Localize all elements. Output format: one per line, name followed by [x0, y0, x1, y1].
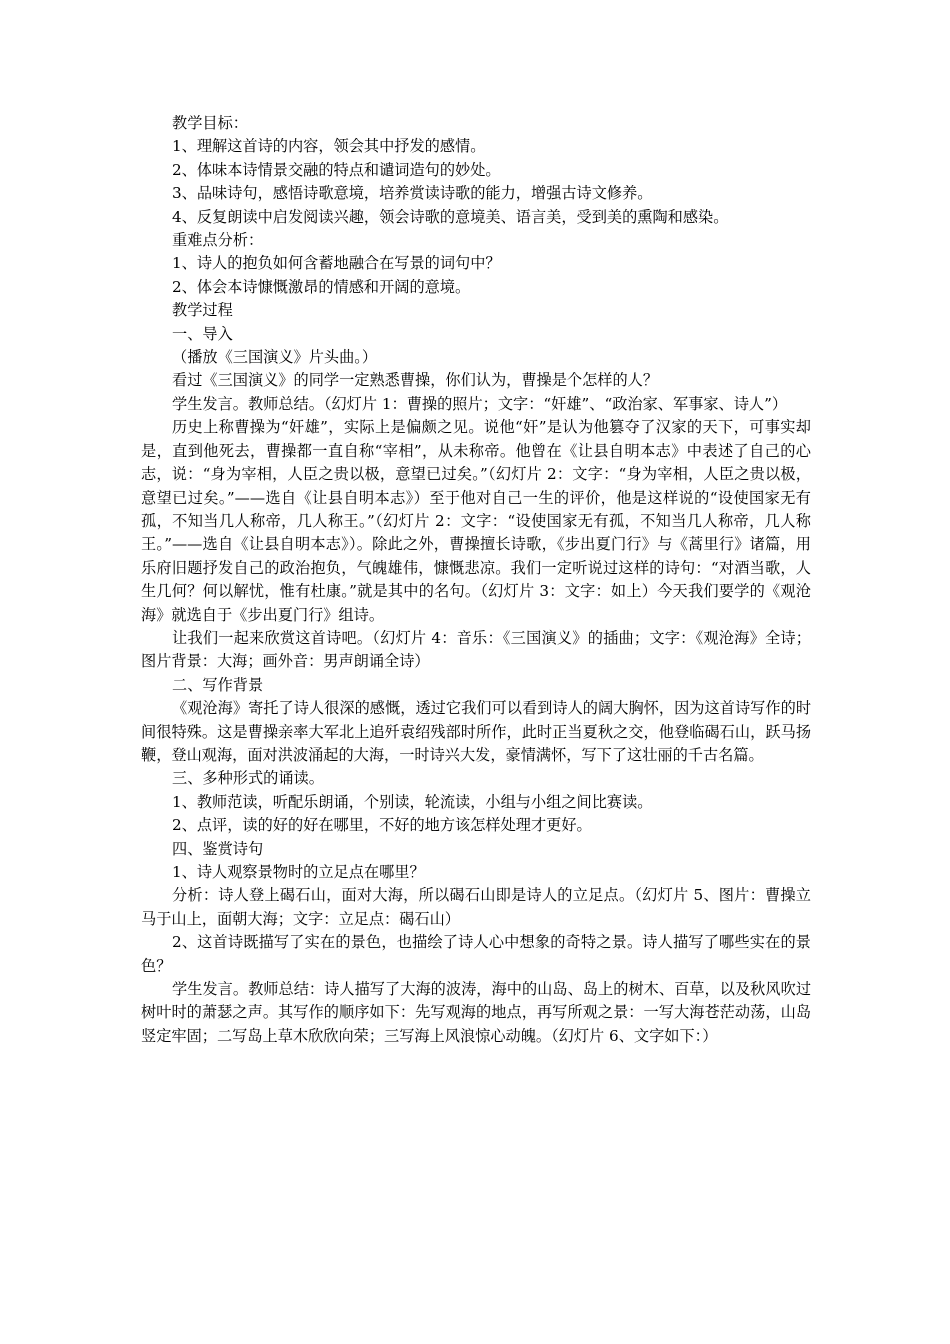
goal-item-2: 2、体味本诗情景交融的特点和谴词造句的妙处。 [172, 160, 501, 179]
reading-item-2: 2、点评，读的好的好在哪里，不好的地方该怎样处理才更好。 [172, 816, 592, 835]
goal-item-3: 3、品味诗句，感悟诗歌意境，培养赏读诗歌的能力，增强古诗文修养。 [172, 184, 653, 203]
paragraph-teacher-summary: 学生发言。教师总结：诗人描写了大海的波涛，海中的山岛、岛上的树木、百草，以及秋风吹过树叶时的萧瑟之声。其写作的顺序如下：先写观海的地点，再写所观之景：一写大海苍茫动荡，山岛竖定牢固；二写岛上草木欣欣向荣；三写海上风浪惊心动魄。（幻灯片 6、文字如下：） [141, 980, 811, 1045]
document-page [141, 112, 811, 1048]
goal-item-4: 4、反复朗读中启发阅读兴趣，领会诗歌的意境美、语言美，受到美的熏陶和感染。 [172, 207, 729, 226]
section-appreciation-heading: 四、鉴赏诗句 [172, 839, 264, 858]
section-background-heading: 二、写作背景 [172, 675, 264, 694]
heading-key-points: 重难点分析： [172, 231, 264, 250]
paragraph-cao-cao-history: 历史上称曹操为“奸雄”，实际上是偏颇之见。说他“奸”是认为他篡夺了汉家的天下，可事实却是，直到他死去，曹操都一直自称“宰相”，从未称帝。他曾在《让县自明本志》中表述了自己的心志，说：“身为宰相，人臣之贵以极，意望已过矣。”（幻灯片 2：文字：“身为宰相，人臣之贵以极，意望已过矣。”——选自《让县自明本志》）至于他对自己一生的评价，他是这样说的“设使国家无有孤，不知当几人称帝，几人称王。”（幻灯片 2：文字：“设使国家无有孤，不知当几人称帝，几人称王。”——选自《让县自明本志》）。除此之外，曹操擅长诗歌，《步出夏门行》与《蒿里行》诸篇，用乐府旧题抒发自己的政治抱负，气魄雄伟，慷慨悲凉。我们一定听说过这样的诗句：“对酒当歌，人生几何？何以解忧，惟有杜康。”就是其中的名句。（幻灯片 3：文字：如上）今天我们要学的《观沧海》就选自于《步出夏门行》组诗。 [141, 418, 811, 624]
paragraph-analysis: 分析：诗人登上碣石山，面对大海，所以碣石山即是诗人的立足点。（幻灯片 5、图片：曹操立马于山上，面朝大海；文字：立足点：碣石山） [141, 886, 811, 928]
key-point-2: 2、体会本诗慷慨激昂的情感和开阔的意境。 [172, 277, 471, 296]
paragraph-appreciate-poem: 让我们一起来欣赏这首诗吧。（幻灯片 4：音乐：《三国演义》的插曲；文字：《观沧海》全诗；图片背景：大海；画外音：男声朗诵全诗） [141, 628, 811, 671]
paragraph-student-response: 学生发言。教师总结。（幻灯片 1：曹操的照片；文字：“奸雄”、“政治家、军事家、诗人”） [172, 394, 788, 413]
section-reading-heading: 三、多种形式的诵读。 [172, 769, 324, 788]
goal-item-1: 1、理解这首诗的内容，领会其中抒发的感情。 [172, 137, 486, 156]
intro-question: 看过《三国演义》的同学一定熟悉曹操，你们认为，曹操是个怎样的人？ [172, 371, 658, 390]
reading-item-1: 1、教师范读，听配乐朗诵，个别读，轮流读，小组与小组之间比赛读。 [172, 792, 653, 811]
paragraph-background: 《观沧海》寄托了诗人很深的感慨，透过它我们可以看到诗人的阔大胸怀，因为这首诗写作的时间很特殊。这是曹操亲率大军北上追歼袁绍残部时所作，此时正当夏秋之交，他登临碣石山，跃马扬鞭，登山观海，面对洪波涌起的大海，一时诗兴大发，豪情满怀，写下了这壮丽的千古名篇。 [141, 699, 811, 764]
intro-music-note: （播放《三国演义》片头曲。） [172, 348, 378, 367]
heading-teaching-goals: 教学目标： [172, 114, 248, 132]
appreciation-question-2: 2、这首诗既描写了实在的景色，也描绘了诗人心中想象的奇特之景。诗人描写了哪些实在的景色？ [141, 933, 811, 975]
heading-teaching-process: 教学过程 [172, 301, 233, 320]
section-intro-heading: 一、导入 [172, 324, 233, 343]
appreciation-question-1: 1、诗人观察景物时的立足点在哪里？ [172, 863, 425, 881]
key-point-1: 1、诗人的抱负如何含蓄地融合在写景的词句中？ [172, 254, 501, 273]
